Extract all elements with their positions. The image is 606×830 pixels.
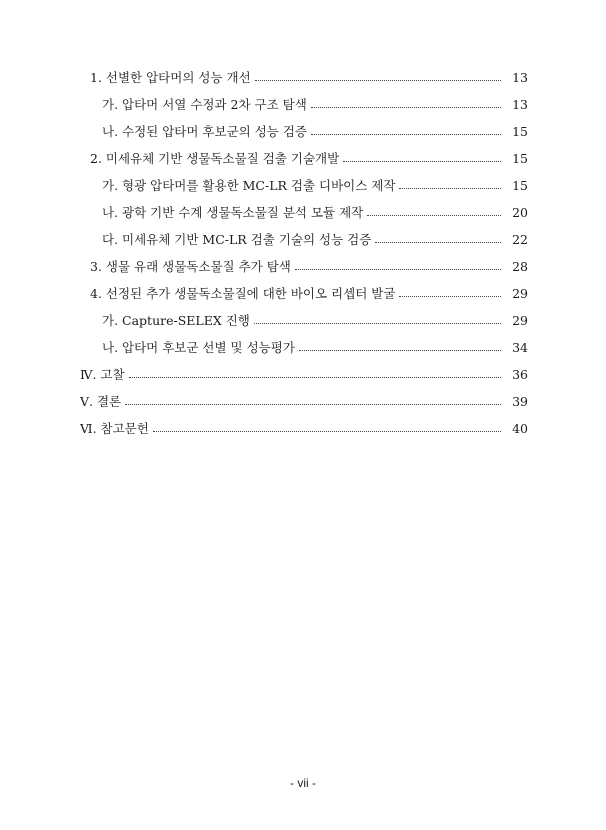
dot-leader — [399, 188, 501, 189]
toc-entry-title: 1. 선별한 압타머의 성능 개선 — [90, 70, 251, 85]
toc-entry-page: 28 — [512, 259, 528, 274]
toc-entry — [0, 282, 606, 306]
dot-leader — [129, 377, 501, 378]
toc-entry-title: 가. Capture-SELEX 진행 — [102, 313, 250, 328]
dot-leader — [125, 404, 501, 405]
dot-leader — [255, 80, 501, 81]
toc-entry-page: 20 — [512, 205, 528, 220]
toc-entry-page: 13 — [512, 97, 528, 112]
dot-leader — [299, 350, 501, 351]
toc-entry — [0, 66, 606, 90]
dot-leader — [254, 323, 501, 324]
toc-entry — [0, 147, 606, 171]
toc-entry-title: Ⅴ. 결론 — [80, 394, 122, 409]
toc-entry-page: 15 — [512, 151, 528, 166]
toc-entry-page: 13 — [512, 70, 528, 85]
toc-entry — [0, 390, 606, 414]
dot-leader — [375, 242, 501, 243]
toc-entry — [0, 417, 606, 441]
dot-leader — [343, 161, 501, 162]
toc-entry-title: 2. 미세유체 기반 생물독소물질 검출 기술개발 — [90, 151, 340, 166]
toc-entry-title: 나. 광학 기반 수계 생물독소물질 분석 모듈 제작 — [102, 205, 364, 220]
dot-leader — [295, 269, 501, 270]
toc-entry-title: 나. 압타머 후보군 선별 및 성능평가 — [102, 340, 295, 355]
toc-entry — [0, 309, 606, 333]
toc-entry-page: 29 — [512, 286, 528, 301]
toc-entry — [0, 228, 606, 252]
toc-entry-title: 나. 수정된 압타머 후보군의 성능 검증 — [102, 124, 307, 139]
dot-leader — [367, 215, 501, 216]
dot-leader — [399, 296, 501, 297]
dot-leader — [311, 107, 501, 108]
toc-entry-title: 가. 형광 압타머를 활용한 MC-LR 검출 디바이스 제작 — [102, 178, 396, 193]
toc-entry — [0, 93, 606, 117]
toc-entry-page: 34 — [512, 340, 528, 355]
toc-entry — [0, 120, 606, 144]
toc-entry-title: 가. 압타머 서열 수정과 2차 구조 탐색 — [102, 97, 307, 112]
toc-entry-title: 3. 생물 유래 생물독소물질 추가 탐색 — [90, 259, 291, 274]
toc-entry — [0, 255, 606, 279]
toc-entry-page: 22 — [512, 232, 528, 247]
toc-entry-page: 36 — [512, 367, 528, 382]
toc-entry — [0, 201, 606, 225]
toc-entry-title: Ⅵ. 참고문헌 — [80, 421, 149, 436]
toc-entry — [0, 174, 606, 198]
toc-entry — [0, 336, 606, 360]
toc-entry-page: 15 — [512, 124, 528, 139]
toc-entry-page: 15 — [512, 178, 528, 193]
toc-entry-title: Ⅳ. 고찰 — [80, 367, 125, 382]
toc-entry-title: 4. 선정된 추가 생물독소물질에 대한 바이오 리셉터 발굴 — [90, 286, 396, 301]
page-number: - vii - — [290, 776, 316, 790]
dot-leader — [311, 134, 501, 135]
toc-entry-page: 29 — [512, 313, 528, 328]
dot-leader — [153, 431, 501, 432]
toc-entry-page: 39 — [512, 394, 528, 409]
toc-entry-page: 40 — [512, 421, 528, 436]
toc-entry — [0, 363, 606, 387]
toc-entry-title: 다. 미세유체 기반 MC-LR 검출 기술의 성능 검증 — [102, 232, 372, 247]
